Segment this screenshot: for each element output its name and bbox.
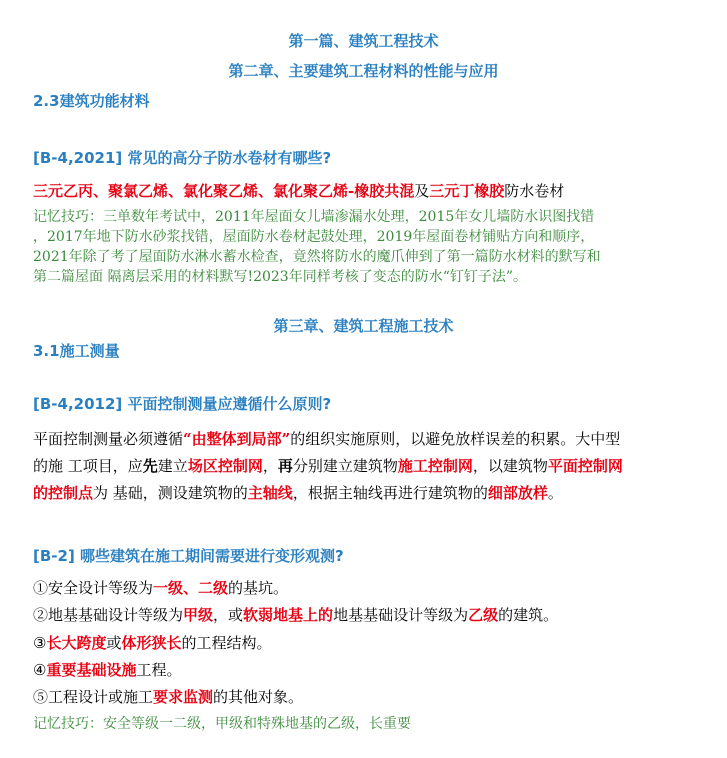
list-text: 地基基础设计等级为	[333, 606, 469, 624]
section-heading: 2.3建筑功能材料	[33, 92, 150, 110]
answer-text: 分别建立建筑物	[292, 457, 398, 475]
list-highlight: 乙级	[468, 606, 499, 624]
memory-tip-line: 记忆技巧：三单数年考试中，2011年屋面女儿墙渗漏水处理，2015年女儿墙防水识图找错	[33, 209, 595, 225]
answer-text: 防水卷材	[504, 182, 565, 200]
list-item	[33, 659, 181, 680]
list-text: ②地基基础设计等级为	[33, 606, 184, 624]
list-highlight: 重要基础设施	[46, 661, 137, 679]
chapter-title: 第三章、建筑工程施工技术	[273, 317, 454, 335]
answer-text: 建立	[157, 457, 188, 475]
question-heading: [B-2] 哪些建筑在施工期间需要进行变形观测?	[33, 547, 344, 565]
memory-tip-line: 记忆技巧：安全等级一二级，甲级和特殊地基的乙级，长重要	[33, 716, 411, 732]
list-text: 或	[106, 634, 122, 652]
list-text: 的基坑。	[228, 579, 289, 597]
answer-emphasis: 先	[142, 457, 158, 475]
section-heading: 3.1施工测量	[33, 342, 120, 360]
part-title: 第一篇、建筑工程技术	[288, 32, 439, 50]
answer-highlight: 三元丁橡胶	[429, 182, 505, 200]
list-highlight: 要求监测	[153, 688, 214, 706]
answer-text: 的组织实施原则，以避免放样误差的积累。大中型	[290, 430, 621, 448]
answer-highlight: 主轴线	[247, 484, 293, 502]
list-text: 工程。	[136, 661, 182, 679]
answer-highlight: 场区控制网	[187, 457, 263, 475]
answer-line	[33, 455, 623, 476]
answer-text: ，以建筑物	[472, 457, 548, 475]
list-item	[33, 632, 272, 653]
list-item	[33, 686, 303, 707]
list-text: 的其他对象。	[213, 688, 304, 706]
answer-highlight: 细部放样	[487, 484, 548, 502]
question-heading: [B-4,2021] 常见的高分子防水卷材有哪些?	[33, 149, 332, 167]
memory-tip-line: 2021年除了考了屋面防水淋水蓄水检查，竟然将防水的魔爪伸到了第一篇防水材料的默写和	[33, 249, 601, 265]
list-item	[33, 604, 558, 625]
list-highlight: 甲级	[183, 606, 214, 624]
answer-line	[33, 428, 620, 449]
question-heading: [B-4,2012] 平面控制测量应遵循什么原则?	[33, 395, 332, 413]
memory-tip-line: 第二篇屋面 隔离层采用的材料默写!2023年同样考核了变态的防水“钉钉子法”。	[33, 269, 528, 285]
answer-text: 及	[414, 182, 430, 200]
list-item	[33, 577, 288, 598]
answer-line	[33, 482, 563, 503]
list-text: ，或	[213, 606, 244, 624]
answer-highlight: 施工控制网	[397, 457, 473, 475]
answer-text: ，	[262, 457, 278, 475]
answer-text: 。	[547, 484, 563, 502]
list-text: ①安全设计等级为	[33, 579, 154, 597]
answer-highlight: 三元乙丙、聚氯乙烯、氯化聚乙烯、氯化聚乙烯-橡胶共混	[33, 182, 415, 200]
list-highlight: 软弱地基上的	[243, 606, 334, 624]
answer-text: 的施 工项目，应	[33, 457, 143, 475]
list-text: 的工程结构。	[181, 634, 272, 652]
memory-tip-line: ，2017年地下防水砂浆找错，屋面防水卷材起鼓处理，2019年屋面卷材铺贴方向和顺序，	[33, 229, 595, 245]
answer-line	[33, 180, 564, 201]
list-text: 的建筑。	[498, 606, 559, 624]
answer-highlight: 的控制点	[33, 484, 94, 502]
chapter-title: 第二章、主要建筑工程材料的性能与应用	[228, 62, 499, 80]
answer-text: 平面控制测量必须遵循	[33, 430, 184, 448]
answer-highlight: 平面控制网	[547, 457, 623, 475]
list-highlight: 体形狭长	[121, 634, 182, 652]
answer-text: 为 基础，测设建筑物的	[93, 484, 248, 502]
answer-highlight: “由整体到局部”	[183, 430, 291, 448]
list-highlight: 一级、二级	[153, 579, 229, 597]
list-text: ④	[33, 661, 47, 679]
answer-text: ，根据主轴线再进行建筑物的	[292, 484, 488, 502]
list-text: ⑤工程设计或施工	[33, 688, 154, 706]
list-highlight: 长大跨度	[46, 634, 107, 652]
list-text: ③	[33, 634, 47, 652]
answer-emphasis: 再	[277, 457, 293, 475]
